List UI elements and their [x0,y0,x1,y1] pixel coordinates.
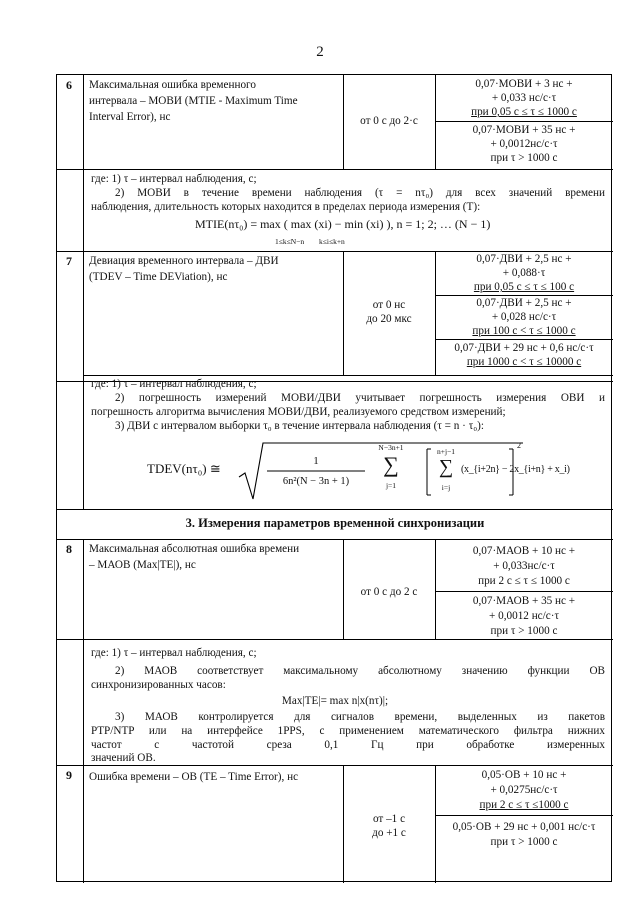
error-limit-condition: при 100 с < τ ≤ 1000 с [472,325,576,337]
measurement-range: до +1 с [372,827,406,839]
row-divider [57,639,613,640]
parameter-name-line: интервала – МОВИ (MTIE - Maximum Time [89,95,298,107]
sum-upper-limit: N−3n+1 [378,443,404,452]
error-limit-line: 0,07·МОВИ + 35 нс + [472,124,576,136]
fraction-denominator: 6n²(N − 3n + 1) [282,476,350,487]
error-limit-condition: при 2 с ≤ τ ≤ 1000 с [478,575,570,587]
error-limit-line: 0,07·МАОВ + 10 нс + [472,545,576,557]
note-line: 2) МАОВ соответствует максимальному абсолютному значению функции ОВ [115,665,605,677]
row-number: 9 [66,768,72,782]
cell-divider [435,121,613,122]
measurement-range: от 0 с до 2·с [360,115,418,127]
row-divider [57,765,613,766]
measurement-range: от 0 нс [372,299,406,311]
error-limit-line: + 0,088·τ [502,267,546,279]
parameter-name-line: Максимальная ошибка временного [89,79,256,91]
error-limit-line: + 0,028 нс/с·τ [491,311,557,323]
parameter-name-line: Ошибка времени – ОВ (TE – Time Error), нс [89,771,299,783]
note-line: где: 1) τ – интервал наблюдения, с; [91,378,257,390]
formula-lhs: TDEV(nτ₀) ≅ [147,461,221,476]
measurement-range: до 20 мкс [366,313,412,325]
measurement-range: от –1 с [372,813,406,825]
error-limit-condition: при 0,05 с ≤ τ ≤ 100 с [473,281,575,293]
cell-divider [83,375,613,376]
note-line: 3) ДВИ с интервалом выборки τ₀ в течение интервала наблюдения (τ = n · τ₀): [115,420,484,432]
error-limit-line: 0,05·ОВ + 10 нс + [481,769,567,781]
col-divider [83,539,84,765]
row-divider [57,169,613,170]
note-line: значений ОВ. [91,752,156,764]
note-line: наблюдения, длительность которых находится в пределах периода измерения (T): [91,201,481,213]
error-limit-condition: при 1000 с < τ ≤ 10000 с [466,356,582,368]
sum-lower-limit: j=1 [385,481,397,490]
note-line: где: 1) τ – интервал наблюдения, с; [91,647,257,659]
error-limit-line: 0,07·МОВИ + 3 нс + [475,78,573,90]
note-line: погрешность алгоритма вычисления МОВИ/ДВИ, реализуемого средством измерений; [91,406,506,418]
error-limit-line: 0,07·МАОВ + 35 нс + [472,595,576,607]
sum-lower-limit: i=j [441,483,451,492]
error-limit-line: + 0,0275нс/с·τ [490,784,558,796]
error-limit-condition: при 2 с ≤ τ ≤1000 с [479,799,569,811]
error-limit-line: + 0,033 нс/с·τ [491,92,557,104]
row-number: 7 [66,254,72,268]
parameter-name-line: Максимальная абсолютная ошибка времени [89,543,300,555]
cell-divider [435,295,613,296]
parameter-name-line: Interval Error), нс [89,111,171,123]
row-number: 8 [66,542,72,556]
error-limit-line: + 0,0012нс/с·τ [490,138,558,150]
parameter-name-line: Девиация временного интервала – ДВИ [89,255,279,267]
note-line: частот с частотой среза 0,1 Гц при обработке измеренных [91,739,605,751]
row-number: 6 [66,78,72,92]
formula-text: MTIE(nτ₀) = max ( max (xi) − min (xi) ), n = 1; 2; … (N − 1) [195,217,491,231]
cell-divider [435,815,613,816]
note-line: 2) МОВИ в течение времени наблюдения (τ = nτ₀) для всех значений времени [115,187,605,199]
cell-divider [435,339,613,340]
error-limit-line: + 0,033нс/с·τ [493,560,555,572]
parameter-name-line: (TDEV – Time DEViation), нс [89,271,228,283]
section-title: 3. Измерения параметров временной синхронизации [185,516,485,530]
sum-upper-limit: n+j−1 [436,447,456,456]
col-divider [83,765,84,883]
fraction-numerator: 1 [313,455,319,467]
formula-subscript: 1≤k≤N−n [275,237,305,246]
error-limit-line: 0,07·ДВИ + 2,5 нс + [476,253,572,265]
cell-divider [435,591,613,592]
formula-exponent: 2 [517,441,521,450]
note-line: PTP/NTP или на интерфейсе 1PPS, с применением математического фильтра нижних [91,725,605,737]
tdev-formula [147,439,570,503]
note-line: 3) МАОВ контролируется для сигналов времени, выделенных из пакетов [115,711,605,723]
formula-subscript: k≤i≤k+n [319,237,345,246]
summation-icon: ∑ [438,456,454,478]
summation-icon: ∑ [383,452,399,477]
row-divider [57,251,613,252]
error-limit-condition: при τ > 1000 с [490,625,558,637]
formula-body: (x_{i+2n} − 2x_{i+n} + x_i) [461,464,570,475]
error-limit-condition: при τ > 1000 с [490,152,558,164]
error-limit-line: 0,07·ДВИ + 2,5 нс + [476,297,572,309]
parameter-name-line: – МАОВ (Max|TE|), нс [89,559,196,571]
note-line: синхронизированных часов: [91,679,226,691]
col-divider [83,251,84,509]
page-number: 2 [316,44,324,60]
row-divider [57,539,613,540]
error-limit-line: 0,07·ДВИ + 29 нс + 0,6 нс/с·τ [454,342,594,354]
col-divider [83,75,84,251]
error-limit-condition: при τ > 1000 с [490,836,558,848]
measurement-range: от 0 с до 2 с [360,586,418,598]
specification-table [56,74,612,882]
note-line: где: 1) τ – интервал наблюдения, с; [91,173,257,185]
error-limit-line: + 0,0012 нс/с·τ [489,610,559,622]
mtie-formula [195,217,490,232]
error-limit-condition: при 0,05 с ≤ τ ≤ 1000 с [471,106,577,118]
row-divider [57,509,613,510]
note-line: 2) погрешность измерений МОВИ/ДВИ учитывает погрешность измерения ОВИ и [115,392,605,404]
error-limit-line: 0,05·ОВ + 29 нс + 0,001 нс/с·τ [452,821,596,833]
note-formula: Max|TE|= max n|x(nτ)|; [281,695,389,707]
